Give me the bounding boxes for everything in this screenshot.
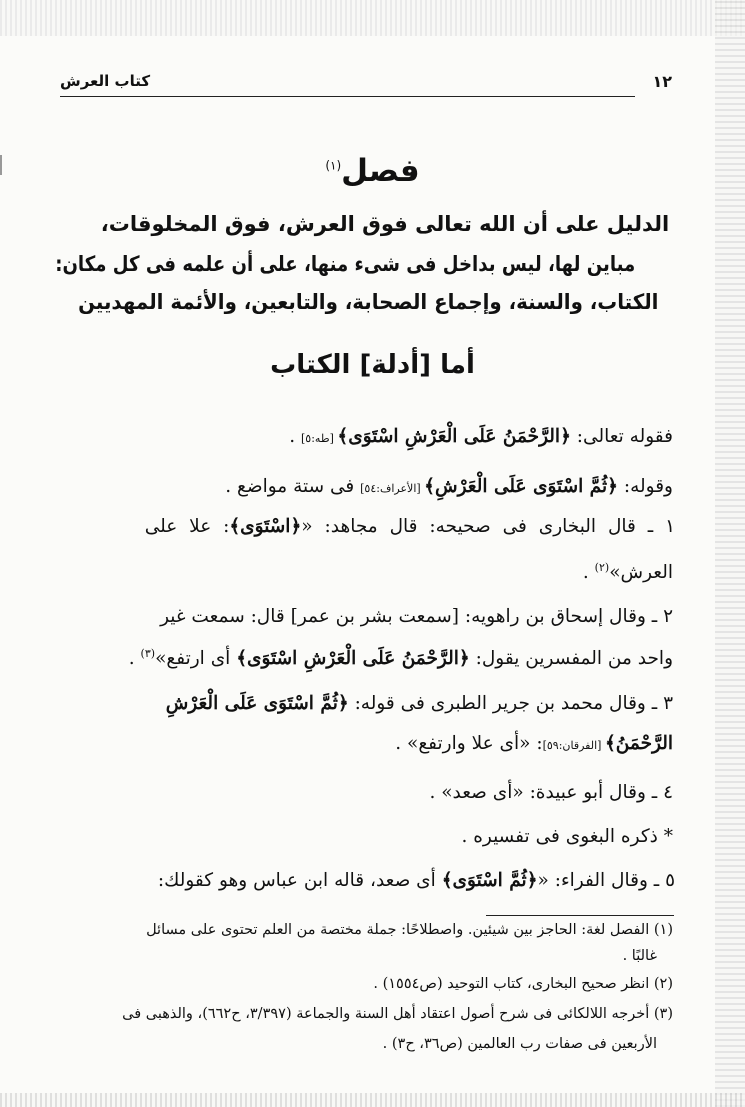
- quran-verse: ﴿ثُمَّ اسْتَوَى عَلَى الْعَرْشِ﴾: [424, 476, 618, 497]
- body-line-4: [583, 561, 673, 583]
- body-line-6: [129, 647, 673, 669]
- chapter-title-text: فصل: [341, 153, 420, 189]
- chapter-note-marker: (١): [325, 158, 342, 173]
- body-text: : «أى علا وارتفع» .: [395, 733, 543, 754]
- footnote-marker: (٣): [140, 647, 156, 660]
- body-text: العرش»: [609, 562, 673, 584]
- body-line-10: * ذكره البغوى فى تفسيره .: [461, 826, 673, 847]
- quran-verse: ﴿ثُمَّ اسْتَوَى﴾: [441, 870, 538, 891]
- footnote-3-continued: الأربعين فى صفات رب العالمين (ص٣٦، ح٣) .: [382, 1036, 657, 1052]
- quran-verse: ﴿ثُمَّ اسْتَوَى عَلَى الْعَرْشِ: [165, 693, 349, 714]
- body-text: ٣ ـ وقال محمد بن جرير الطبرى فى قوله:: [348, 693, 673, 714]
- body-text: وقوله:: [617, 476, 673, 497]
- body-text: أى صعد، قاله ابن عباس وهو كقولك:: [157, 870, 442, 891]
- body-line-3: [145, 516, 675, 537]
- footnote-rule: [486, 915, 674, 916]
- page-number: ١٢: [652, 72, 672, 91]
- body-line-11: [158, 870, 675, 891]
- subtitle-line-1: الدليل على أن الله تعالى فوق العرش، فوق المخلوقات،: [100, 212, 670, 236]
- body-line-8: [395, 733, 673, 754]
- subtitle-line-2: مباين لها، ليس بداخل فى شىء منها، على أن علمه فى كل مكان:: [55, 252, 636, 276]
- footnote-marker: (٢): [594, 561, 610, 574]
- subtitle-line-3: الكتاب، والسنة، وإجماع الصحابة، والتابعين، والأئمة المهديين: [78, 290, 659, 314]
- body-text: .: [289, 426, 301, 447]
- quran-verse: ﴿اسْتَوَى﴾: [229, 516, 302, 537]
- body-text: : علا على: [144, 516, 230, 537]
- footnote-3: (٣) أخرجه اللالكائى فى شرح أصول اعتقاد أهل السنة والجماعة (٣/٣٩٧، ح٦٦٢)، والذهبى فى: [122, 1006, 673, 1022]
- body-line-9: ٤ ـ وقال أبو عبيدة: «أى صعد» .: [429, 782, 673, 803]
- verse-reference: [طه:٥]: [301, 432, 338, 445]
- body-text: واحد من المفسرين يقول:: [469, 648, 673, 670]
- verse-reference: [الفرقان:٥٩]: [542, 739, 605, 752]
- footnote-2: (٢) انظر صحيح البخارى، كتاب التوحيد (ص١٥٥٤) .: [373, 976, 673, 992]
- body-line-5: ٢ ـ وقال إسحاق بن راهويه: [سمعت بشر بن عمر] قال: سمعت غير: [160, 606, 673, 627]
- running-header: [60, 72, 672, 98]
- body-text: ٥ ـ وقال الفراء: «: [537, 870, 675, 891]
- section-heading: أما [أدلة] الكتاب: [270, 350, 475, 380]
- body-text: فى ستة مواضع .: [225, 476, 361, 497]
- body-text: فقوله تعالى:: [570, 426, 673, 447]
- body-line-7: [166, 693, 673, 714]
- quran-verse: الرَّحْمَنُ﴾: [604, 733, 673, 754]
- chapter-title: [0, 153, 745, 189]
- footnote-1: (١) الفصل لغة: الحاجز بين شيئين. واصطلاحًا: جملة مختصة من العلم تحتوى على مسائل: [146, 922, 673, 938]
- book-title: كتاب العرش: [60, 72, 151, 90]
- quran-verse: ﴿الرَّحْمَنُ عَلَى الْعَرْشِ اسْتَوَى﴾: [236, 648, 470, 670]
- body-text: أى ارتفع»: [155, 648, 237, 670]
- footnote-1-continued: غالبًا .: [622, 948, 657, 964]
- body-text: .: [582, 562, 595, 584]
- body-text: .: [128, 648, 141, 670]
- body-line-1: [289, 426, 673, 447]
- body-line-2: [225, 476, 673, 497]
- verse-reference: [الأعراف:٥٤]: [360, 482, 425, 495]
- body-text: ١ ـ قال البخارى فى صحيحه: قال مجاهد: «: [301, 516, 675, 537]
- header-rule: [60, 96, 635, 97]
- quran-verse: ﴿الرَّحْمَنُ عَلَى الْعَرْشِ اسْتَوَى﴾: [337, 426, 571, 447]
